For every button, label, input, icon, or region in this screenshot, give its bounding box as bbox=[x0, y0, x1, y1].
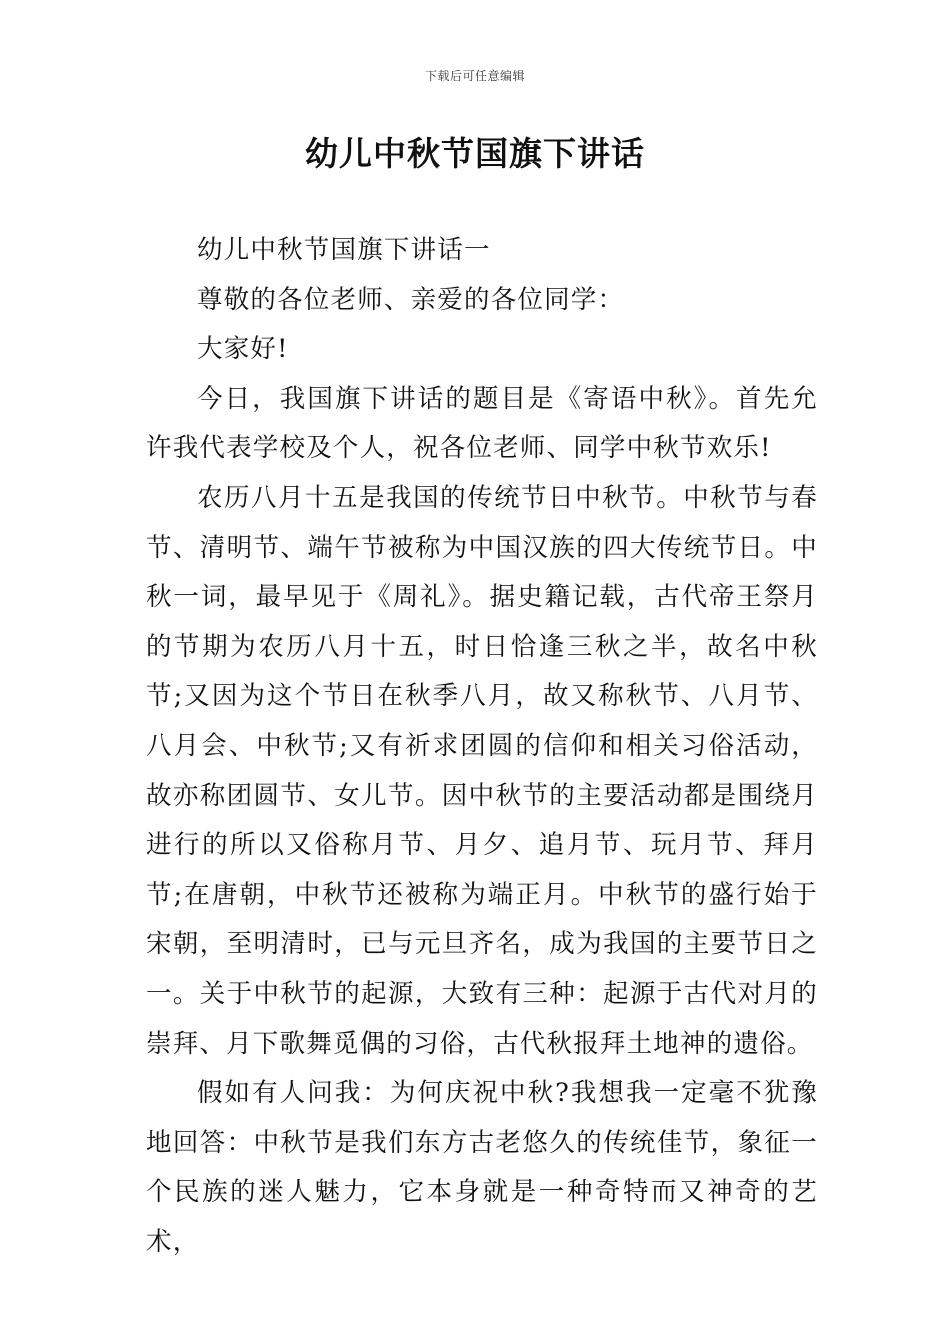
paragraph-history: 农历八月十五是我国的传统节日中秋节。中秋节与春节、清明节、端午节被称为中国汉族的四大传统节日。中秋一词，最早见于《周礼》。据史籍记载，古代帝王祭月的节期为农历八月十五，时日恰逢三秋之半，故名中秋节;又因为这个节日在秋季八月，故又称秋节、八月节、八月会、中秋节;又有祈求团圆的信仰和相关习俗活动，故亦称团圆节、女儿节。因中秋节的主要活动都是围绕月进行的所以又俗称月节、月夕、追月节、玩月节、拜月节;在唐朝，中秋节还被称为端正月。中秋节的盛行始于宋朝，至明清时，已与元旦齐名，成为我国的主要节日之一。关于中秋节的起源，大致有三种：起源于古代对月的崇拜、月下歌舞觅偶的习俗，古代秋报拜土地神的遗俗。 bbox=[146, 482, 818, 1059]
document-title: 幼儿中秋节国旗下讲话 bbox=[305, 134, 645, 173]
paragraph-greeting: 大家好! bbox=[197, 334, 289, 365]
paragraph-salutation: 尊敬的各位老师、亲爱的各位同学： bbox=[197, 284, 625, 315]
document-body bbox=[146, 226, 818, 1267]
paragraph-intro: 今日，我国旗下讲话的题目是《寄语中秋》。首先允许我代表学校及个人，祝各位老师、同学中秋节欢乐! bbox=[146, 383, 818, 464]
paragraph-meaning: 假如有人问我：为何庆祝中秋?我想我一定毫不犹豫地回答：中秋节是我们东方古老悠久的传统佳节，象征一个民族的迷人魅力，它本身就是一种奇特而又神奇的艺术， bbox=[146, 1078, 818, 1257]
paragraph-subtitle: 幼儿中秋节国旗下讲话一 bbox=[197, 235, 491, 265]
header-note: 下载后可任意编辑 bbox=[424, 69, 525, 83]
